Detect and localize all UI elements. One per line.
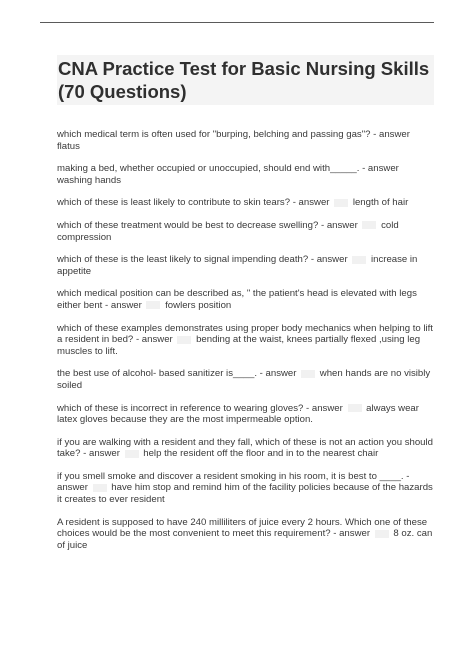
qa-item — [57, 288, 435, 311]
answer-text: washing hands — [57, 174, 122, 186]
answer-gap — [375, 530, 389, 538]
answer-text: bending at the waist, knees partially flexed ,using leg muscles to lift. — [57, 334, 421, 357]
question-text: A resident is supposed to have 240 milliliters of juice every 2 hours. Which one of these choices would be the most convenient to meet this requirement? - answer — [57, 516, 428, 540]
answer-text: increase in appetite — [57, 254, 418, 277]
answer-gap — [362, 221, 376, 229]
answer-text: when hands are no visibly soiled — [57, 368, 431, 391]
qa-item — [57, 471, 435, 506]
question-list — [57, 129, 435, 551]
qa-item — [57, 517, 435, 552]
answer-gap — [301, 370, 315, 378]
answer-gap — [334, 199, 348, 207]
question-text: which medical term is often used for "burping, belching and passing gas"? - answer — [57, 129, 410, 140]
answer-text: fowlers position — [165, 299, 232, 311]
answer-gap — [352, 256, 366, 264]
answer-gap — [146, 301, 160, 309]
qa-item — [57, 368, 435, 391]
qa-item — [57, 220, 435, 243]
answer-gap — [177, 336, 191, 344]
question-text: which of these is least likely to contribute to skin tears? - answer — [57, 197, 330, 209]
question-text: which of these is the least likely to signal impending death? - answer — [57, 254, 348, 266]
question-text: which of these treatment would be best to decrease swelling? - answer — [57, 219, 358, 231]
qa-item — [57, 163, 435, 186]
answer-text: 8 oz. can of juice — [57, 528, 433, 551]
top-rule — [40, 22, 434, 23]
question-text: if you smell smoke and discover a resident smoking in his room, it is best to ____. - answer — [57, 470, 410, 494]
document-title: CNA Practice Test for Basic Nursing Skills (70 Questions) — [58, 58, 430, 102]
answer-text: always wear latex gloves because they are the most impermeable option. — [57, 402, 419, 426]
qa-item — [57, 403, 435, 426]
answer-text: length of hair — [352, 197, 409, 209]
answer-text: flatus — [57, 140, 80, 152]
question-text: making a bed, whether occupied or unoccupied, should end with_____. - answer — [57, 163, 399, 175]
qa-item — [57, 129, 435, 152]
qa-item — [57, 437, 435, 460]
question-text: which medical position can be described as, " the patient's head is elevated with legs either bent - answer — [57, 288, 417, 311]
answer-gap — [93, 484, 107, 492]
answer-text: help the resident off the floor and in to the nearest chair — [143, 448, 379, 460]
answer-gap — [125, 450, 139, 458]
answer-text: have him stop and remind him of the facility policies because of the hazards it creates to ever resident — [57, 482, 433, 506]
qa-item — [57, 323, 435, 358]
qa-item — [57, 197, 435, 209]
document-page — [57, 55, 435, 562]
question-text: which of these is incorrect in reference to wearing gloves? - answer — [57, 402, 343, 414]
title-block — [57, 55, 434, 105]
answer-text: cold compression — [57, 219, 399, 243]
question-text: which of these examples demonstrates using proper body mechanics when helping to lift a resident in bed? - answer — [57, 322, 433, 346]
answer-gap — [348, 404, 362, 412]
question-text: the best use of alcohol- based sanitizer is____. - answer — [57, 368, 297, 380]
question-text: if you are walking with a resident and they fall, which of these is not an action you should take? - answer — [57, 436, 433, 460]
qa-item — [57, 254, 435, 277]
